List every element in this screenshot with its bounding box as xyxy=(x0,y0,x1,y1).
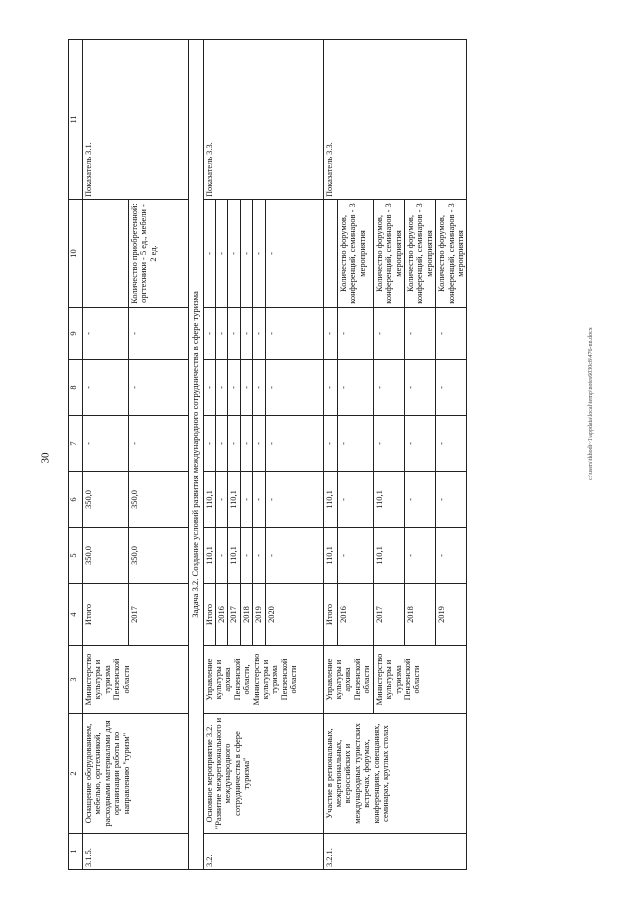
result-cell: Количество приобретенной: оргтехники - 5 ед., мебели - 2 ед. xyxy=(129,200,189,308)
value-cell: 110,1 xyxy=(323,472,337,528)
value-cell: 110,1 xyxy=(373,528,404,584)
task-heading: Задача 3.2. Создание условий развития международного сотрудничества в сфере туризма xyxy=(189,40,204,870)
col-header: 3 xyxy=(69,646,83,714)
year-cell: 2016 xyxy=(216,584,228,646)
value-cell: - xyxy=(373,308,404,360)
value-cell: - xyxy=(404,360,435,416)
value-cell: - xyxy=(129,416,189,472)
value-cell: - xyxy=(83,360,129,416)
value-cell: - xyxy=(253,416,265,472)
value-cell: - xyxy=(436,472,467,528)
table-row xyxy=(323,40,337,870)
col-header: 4 xyxy=(69,584,83,646)
value-cell: - xyxy=(228,308,240,360)
value-cell: 110,1 xyxy=(228,528,240,584)
col-header: 1 xyxy=(69,834,83,870)
value-cell: - xyxy=(404,472,435,528)
value-cell: 350,0 xyxy=(129,528,189,584)
table-row xyxy=(83,40,129,870)
value-cell: - xyxy=(265,360,323,416)
value-cell: - xyxy=(265,528,323,584)
value-cell: - xyxy=(240,472,252,528)
footer-file-path: c:\users\tkhodi~1\appdata\local\temp\notes6030c8\476-nn.docx xyxy=(588,327,594,480)
value-cell: - xyxy=(404,528,435,584)
value-cell: - xyxy=(265,308,323,360)
value-cell: - xyxy=(253,308,265,360)
result-cell xyxy=(83,200,129,308)
result-cell: Количество форумов, конференций, семинаров - 3 мероприятия xyxy=(404,200,435,308)
executor: Управление культуры и архива Пензенской области, Министерство культуры и туризма Пензенской области xyxy=(203,646,323,714)
page-number: 30 xyxy=(39,452,52,464)
col-header: 2 xyxy=(69,714,83,834)
year-cell: 2017 xyxy=(373,584,404,646)
activity-name: Оснащение оборудованием, мебелью, оргтехникой, расходными материалами для организации работы по направлению "туризм" xyxy=(83,714,189,834)
result-cell: - xyxy=(228,200,240,308)
year-cell: 2019 xyxy=(436,584,467,646)
value-cell: - xyxy=(404,416,435,472)
year-cell: 2017 xyxy=(129,584,189,646)
value-cell: 350,0 xyxy=(83,528,129,584)
task-row xyxy=(189,40,204,870)
value-cell: 110,1 xyxy=(228,472,240,528)
activity-name: Участие в региональных, межрегиональных, всероссийских и международных туристских встречах, форумах, конференциях, совещаниях, семинарах, круглых столах xyxy=(323,714,467,834)
value-cell: - xyxy=(203,308,215,360)
year-cell: Итого xyxy=(203,584,215,646)
result-cell xyxy=(323,200,337,308)
value-cell: - xyxy=(323,416,337,472)
value-cell: - xyxy=(265,472,323,528)
value-cell: - xyxy=(373,360,404,416)
value-cell: 110,1 xyxy=(323,528,337,584)
value-cell: - xyxy=(240,308,252,360)
year-cell: 2017 xyxy=(228,584,240,646)
year-cell: Итого xyxy=(323,584,337,646)
value-cell: 350,0 xyxy=(83,472,129,528)
rotated-table-container xyxy=(68,40,608,870)
value-cell: - xyxy=(83,308,129,360)
value-cell: - xyxy=(216,472,228,528)
value-cell: - xyxy=(203,416,215,472)
value-cell: - xyxy=(216,416,228,472)
value-cell: - xyxy=(83,416,129,472)
result-cell: - xyxy=(253,200,265,308)
program-table xyxy=(68,39,467,870)
value-cell: - xyxy=(323,308,337,360)
col-header: 8 xyxy=(69,360,83,416)
value-cell: 350,0 xyxy=(129,472,189,528)
value-cell: - xyxy=(323,360,337,416)
year-cell: 2020 xyxy=(265,584,323,646)
col-header: 6 xyxy=(69,472,83,528)
value-cell: 110,1 xyxy=(203,528,215,584)
indicator-cell: Показатель 3.3. xyxy=(203,40,323,200)
executor: Министерство культуры и туризма Пензенской области xyxy=(373,646,467,714)
value-cell: - xyxy=(240,360,252,416)
value-cell: - xyxy=(436,416,467,472)
result-cell: Количество форумов, конференций, семинаров - 3 мероприятия xyxy=(436,200,467,308)
value-cell: - xyxy=(337,416,373,472)
value-cell: 110,1 xyxy=(373,472,404,528)
value-cell: - xyxy=(240,416,252,472)
value-cell: 110,1 xyxy=(203,472,215,528)
col-header: 9 xyxy=(69,308,83,360)
value-cell: - xyxy=(216,308,228,360)
value-cell: - xyxy=(129,360,189,416)
executor: Министерство культуры и туризма Пензенской области xyxy=(83,646,189,714)
year-cell: Итого xyxy=(83,584,129,646)
value-cell: - xyxy=(253,472,265,528)
value-cell: - xyxy=(240,528,252,584)
value-cell: - xyxy=(404,308,435,360)
year-cell: 2018 xyxy=(240,584,252,646)
col-header: 11 xyxy=(69,40,83,200)
row-number: 3.1.5. xyxy=(83,834,189,870)
value-cell: - xyxy=(337,308,373,360)
result-cell: - xyxy=(240,200,252,308)
value-cell: - xyxy=(265,416,323,472)
row-number: 3.2.1. xyxy=(323,834,467,870)
result-cell: - xyxy=(265,200,323,308)
value-cell: - xyxy=(216,360,228,416)
col-header: 5 xyxy=(69,528,83,584)
value-cell: - xyxy=(337,360,373,416)
value-cell: - xyxy=(337,528,373,584)
activity-name: Основное мероприятие 3.2. "Развитие межрегионального и международного сотрудничества в сфере туризма" xyxy=(203,714,323,834)
value-cell: - xyxy=(253,360,265,416)
value-cell: - xyxy=(216,528,228,584)
table-row xyxy=(203,40,215,870)
result-cell: - xyxy=(216,200,228,308)
col-header: 7 xyxy=(69,416,83,472)
value-cell: - xyxy=(436,308,467,360)
value-cell: - xyxy=(436,360,467,416)
value-cell: - xyxy=(203,360,215,416)
year-cell: 2019 xyxy=(253,584,265,646)
indicator-cell: Показатель 3.1. xyxy=(83,40,189,200)
year-cell: 2016 xyxy=(337,584,373,646)
result-cell: Количество форумов, конференций, семинаров - 3 мероприятия xyxy=(373,200,404,308)
result-cell: Количество форумов, конференций, семинаров - 3 мероприятия xyxy=(337,200,373,308)
value-cell: - xyxy=(228,360,240,416)
col-header: 10 xyxy=(69,200,83,308)
result-cell: - xyxy=(203,200,215,308)
value-cell: - xyxy=(129,308,189,360)
value-cell: - xyxy=(436,528,467,584)
value-cell: - xyxy=(337,472,373,528)
value-cell: - xyxy=(253,528,265,584)
value-cell: - xyxy=(373,416,404,472)
value-cell: - xyxy=(228,416,240,472)
year-cell: 2018 xyxy=(404,584,435,646)
row-number: 3.2. xyxy=(203,834,323,870)
executor: Управление культуры и архива Пензенской области xyxy=(323,646,373,714)
column-number-row xyxy=(69,40,83,870)
indicator-cell: Показатель 3.3. xyxy=(323,40,467,200)
